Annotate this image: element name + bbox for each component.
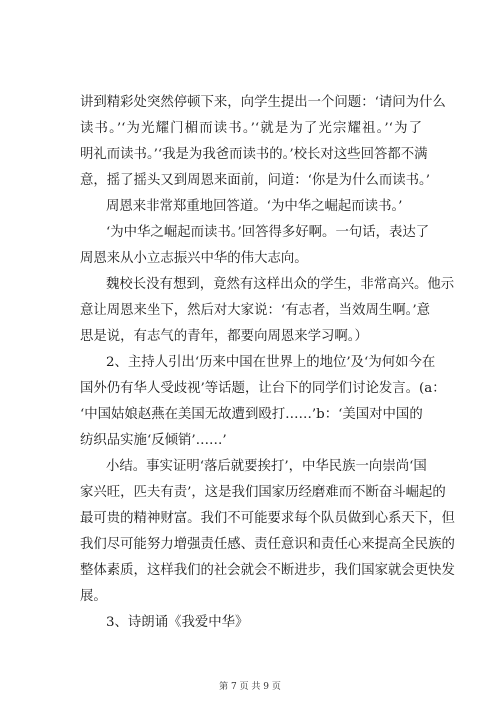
text-line: 讲到精彩处突然停顿下来，向学生提出一个问题：‘请问为什么 — [80, 95, 446, 110]
page-number: 第 7 页 共 9 页 — [219, 682, 281, 692]
text-line: 意，摇了摇头又到周恩来面前，问道：‘你是为什么而读书。’ — [80, 173, 430, 188]
text-line: 我们尽可能努力增强责任感、责任意识和责任心来提高全民族的 — [80, 537, 455, 552]
text-line: 明礼而读书。’‘我是为我爸而读书的。’校长对这些回答都不满 — [80, 147, 428, 162]
text-line: ‘中国姑娘赵燕在美国无故遭到殴打……’b：‘美国对中国的 — [80, 407, 423, 422]
text-line: 小结。事实证明‘落后就要挨打’，中华民族一向崇尚‘国 — [106, 459, 427, 474]
text-line: 整体素质，这样我们的社会就会不断进步，我们国家就会更快发 — [80, 563, 455, 578]
text-line: 周恩来非常郑重地回答道。‘为中华之崛起而读书。’ — [106, 199, 403, 214]
text-line: 读书。’‘为光耀门楣而读书。’‘就是为了光宗耀祖。’‘为了 — [80, 121, 422, 136]
text-line: 意让周恩来坐下，然后对大家说：‘有志者，当效周生啊。’意 — [80, 303, 430, 318]
text-line: ‘为中华之崛起而读书。’回答得多好啊。一句话，表达了 — [106, 225, 430, 240]
text-line: 家兴旺，匹夫有责’，这是我们国家历经磨难而不断奋斗崛起的 — [80, 485, 446, 500]
text-line: 最可贵的精神财富。我们不可能要求每个队员做到心系天下，但 — [80, 511, 455, 526]
text-line: 2、主持人引出‘历来中国在世界上的地位’及‘为何如今在 — [106, 355, 436, 370]
text-line: 展。 — [80, 589, 107, 604]
text-line: 3、诗朗诵《我爱中华》 — [106, 615, 249, 630]
text-line: 周恩来从小立志振兴中华的伟大志向。 — [80, 251, 308, 266]
text-line: 魏校长没有想到，竟然有这样出众的学生，非常高兴。他示 — [106, 277, 455, 292]
text-line: 国外仍有华人受歧视’等话题，让台下的同学们讨论发言。(a： — [80, 381, 446, 396]
text-line: 思是说，有志气的青年，都要向周恩来学习啊。） — [80, 329, 368, 344]
text-line: 纺织品实施‘反倾销’……’ — [80, 433, 227, 448]
